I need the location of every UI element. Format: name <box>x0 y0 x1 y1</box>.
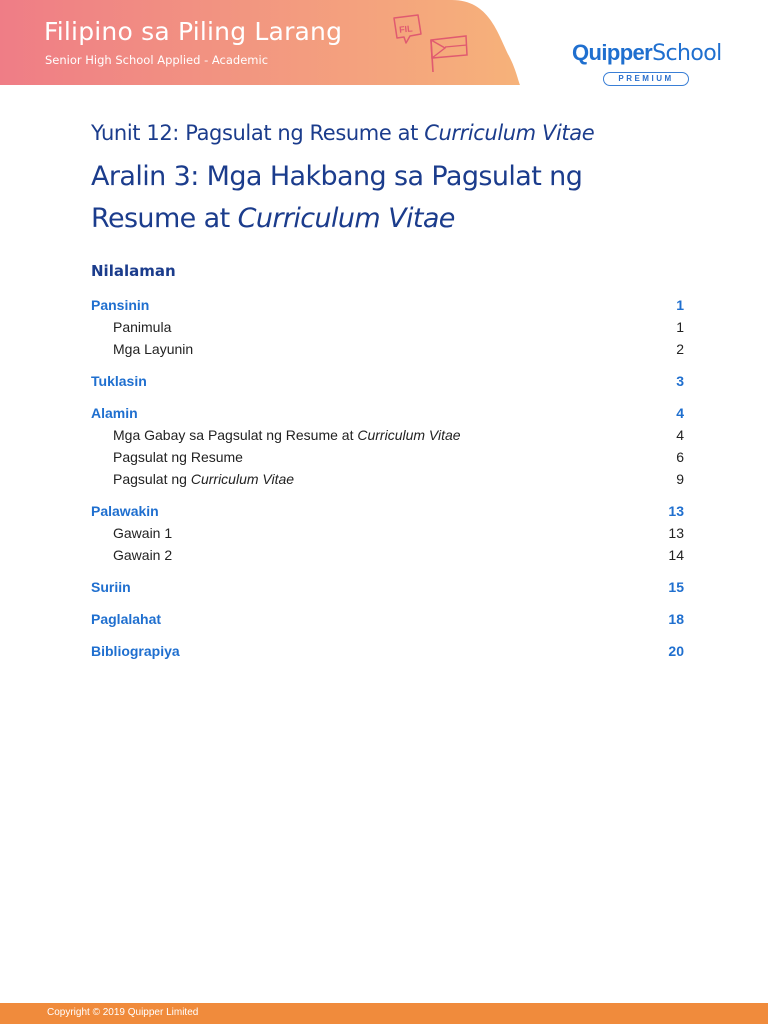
unit-title <box>91 121 594 145</box>
logo-wordmark <box>572 40 722 66</box>
toc-entry-page-number: 13 <box>668 503 684 519</box>
toc-entry-label <box>113 319 171 335</box>
toc-entry-page-number: 4 <box>676 427 684 443</box>
toc-entry-page-number: 18 <box>668 611 684 627</box>
toc-section-entry[interactable] <box>91 611 684 633</box>
course-title: Filipino sa Piling Larang <box>44 17 343 46</box>
toc-entry-label <box>113 525 172 541</box>
toc-entry-label-text: Bibliograpiya <box>91 643 180 659</box>
toc-entry-page-number: 9 <box>676 471 684 487</box>
toc-entry-label-text: Suriin <box>91 579 131 595</box>
toc-entry-label <box>91 503 159 519</box>
toc-entry-page-number: 13 <box>668 525 684 541</box>
toc-subsection-entry[interactable] <box>91 449 684 471</box>
toc-entry-page-number: 2 <box>676 341 684 357</box>
toc-entry-label <box>113 449 243 465</box>
toc-entry-label-text: Pagsulat ng Resume <box>113 449 243 465</box>
toc-entry-label <box>91 611 161 627</box>
toc-entry-page-number: 20 <box>668 643 684 659</box>
toc-subsection-entry[interactable] <box>91 427 684 449</box>
toc-entry-label-italic: Curriculum Vitae <box>190 471 295 487</box>
flag-icon <box>390 12 470 74</box>
toc-subsection-entry[interactable] <box>91 341 684 363</box>
toc-subsection-entry[interactable] <box>91 525 684 547</box>
toc-entry-label-text: Gawain 2 <box>113 547 173 563</box>
toc-entry-page-number: 1 <box>676 297 684 313</box>
toc-entry-label <box>91 405 138 421</box>
fil-icon-label: FIL <box>398 23 414 35</box>
toc-entry-label <box>91 643 180 659</box>
unit-title-text: Yunit 12: Pagsulat ng Resume at <box>91 121 425 145</box>
toc-section-entry[interactable] <box>91 297 684 319</box>
toc-entry-label <box>113 471 294 487</box>
toc-section-entry[interactable] <box>91 579 684 601</box>
toc-subsection-entry[interactable] <box>91 547 684 569</box>
toc-entry-label-italic: Curriculum Vitae <box>357 427 461 443</box>
toc-heading: Nilalaman <box>91 262 176 280</box>
toc-entry-label <box>113 427 461 443</box>
lesson-title-italic: Curriculum Vitae <box>237 203 455 234</box>
toc-entry-label <box>91 373 147 389</box>
toc-entry-label-text: Gawain 1 <box>113 525 173 541</box>
toc-entry-page-number: 3 <box>676 373 684 389</box>
toc-entry-page-number: 6 <box>676 449 684 465</box>
toc-entry-label-text: Mga Gabay sa Pagsulat ng Resume at <box>113 427 358 443</box>
premium-badge: PREMIUM <box>603 72 689 86</box>
toc-entry-page-number: 14 <box>668 547 684 563</box>
toc-section-entry[interactable] <box>91 643 684 665</box>
logo-school: School <box>652 41 722 66</box>
lesson-title <box>91 156 691 240</box>
toc-entry-label <box>113 547 172 563</box>
toc-entry-page-number: 15 <box>668 579 684 595</box>
toc-entry-label-text: Pansinin <box>91 297 150 313</box>
toc-subsection-entry[interactable] <box>91 319 684 341</box>
footer-bar <box>0 1003 768 1024</box>
course-subtitle: Senior High School Applied - Academic <box>45 53 269 67</box>
toc-entry-label <box>91 297 149 313</box>
toc-section-entry[interactable] <box>91 405 684 427</box>
toc-entry-label-text: Pagsulat ng <box>113 471 191 487</box>
toc-entry-label-text: Alamin <box>91 405 138 421</box>
copyright-text: Copyright © 2019 Quipper Limited <box>47 1007 199 1018</box>
toc-entry-label <box>113 341 193 357</box>
toc-section-entry[interactable] <box>91 373 684 395</box>
quipper-school-logo <box>572 40 722 90</box>
lesson-title-text: Aralin 3: Mga Hakbang sa Pagsulat ng Resume at <box>91 161 583 234</box>
toc-entry-label-text: Tuklasin <box>91 373 147 389</box>
toc-entry-page-number: 4 <box>676 405 684 421</box>
toc-entry-label-text: Panimula <box>113 319 172 335</box>
toc-entry-label-text: Mga Layunin <box>113 341 194 357</box>
toc-entry-page-number: 1 <box>676 319 684 335</box>
toc-entry-label <box>91 579 131 595</box>
toc-section-entry[interactable] <box>91 503 684 525</box>
table-of-contents <box>91 297 684 665</box>
toc-entry-label-text: Paglalahat <box>91 611 162 627</box>
logo-quipper: Quipper <box>572 40 653 65</box>
toc-subsection-entry[interactable] <box>91 471 684 493</box>
unit-title-italic: Curriculum Vitae <box>424 121 595 145</box>
toc-entry-label-text: Palawakin <box>91 503 159 519</box>
